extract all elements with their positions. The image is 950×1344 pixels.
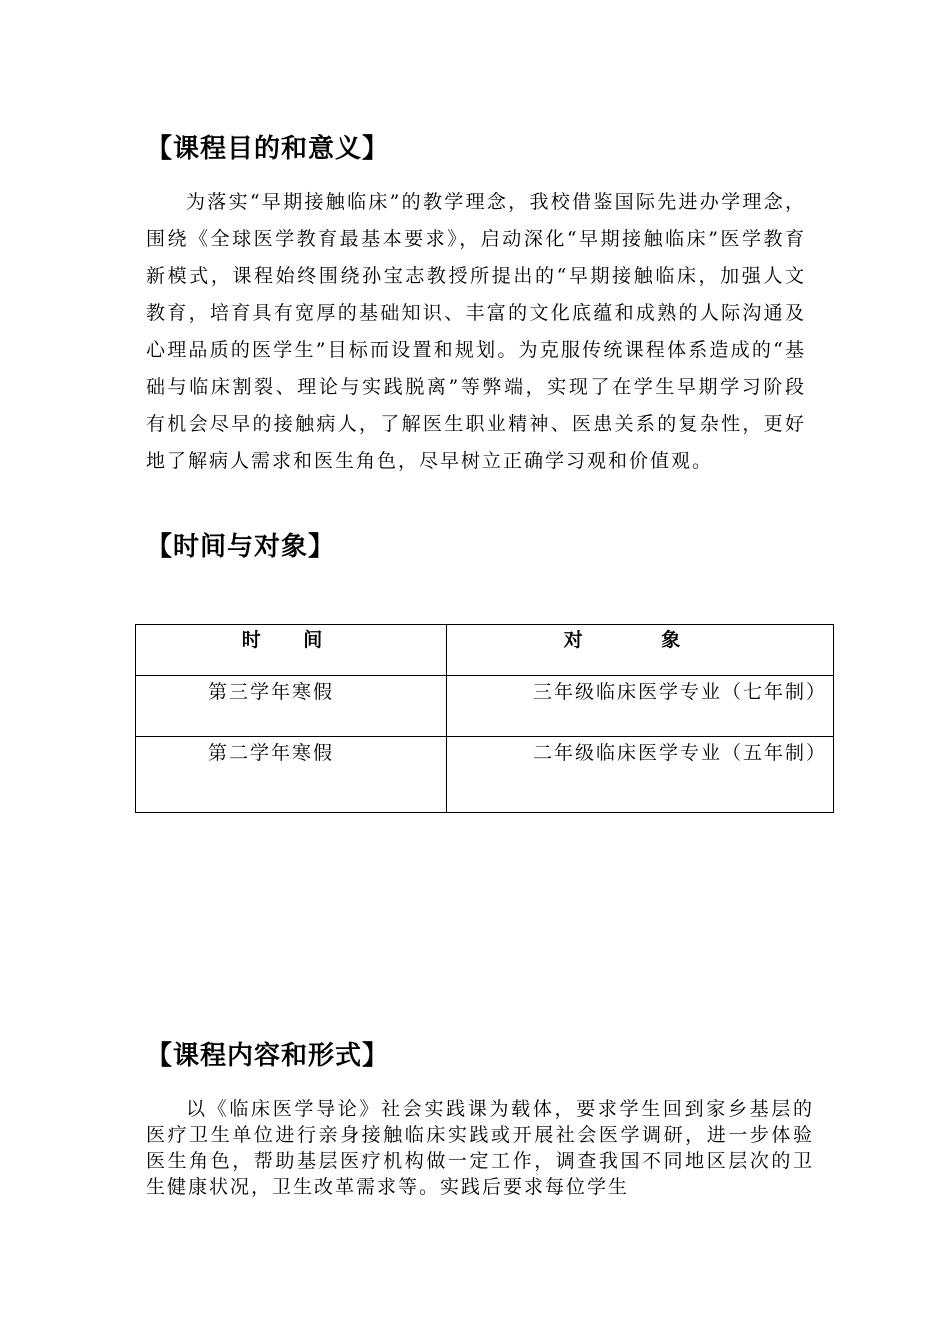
schedule-table bbox=[135, 624, 834, 813]
purpose-paragraph: 为落实“早期接触临床”的教学理念，我校借鉴国际先进办学理念，围绕《全球医学教育最基本要求》，启动深化“早期接触临床”医学教育新模式，课程始终围绕孙宝志教授所提出的“早期接触临床，加强人文教育，培育具有宽厚的基础知识、丰富的文化底蕴和成熟的人际沟通及心理品质的医学生”目标而设置和规划。为克服传统课程体系造成的“基础与临床割裂、理论与实践脱离”等弊端，实现了在学生早期学习阶段有机会尽早的接触病人，了解医生职业精神、医患关系的复杂性，更好地了解病人需求和医生角色，尽早树立正确学习观和价值观。 bbox=[146, 191, 806, 472]
column-header-target: 对 象 bbox=[447, 625, 834, 676]
cell-target: 三年级临床医学专业（七年制） bbox=[447, 676, 834, 737]
section-title-purpose: 【课程目的和意义】 bbox=[146, 134, 390, 164]
table-header-row bbox=[136, 625, 834, 676]
cell-time: 第二学年寒假 bbox=[136, 737, 447, 813]
cell-target: 二年级临床医学专业（五年制） bbox=[447, 737, 834, 813]
content-paragraph: 以《临床医学导论》社会实践课为载体，要求学生回到家乡基层的医疗卫生单位进行亲身接触临床实践或开展社会医学调研，进一步体验医生角色，帮助基层医疗机构做一定工作，调查我国不同地区层次的卫生健康状况，卫生改革需求等。实践后要求每位学生 bbox=[146, 1098, 814, 1198]
cell-time: 第三学年寒假 bbox=[136, 676, 447, 737]
section-title-schedule: 【时间与对象】 bbox=[146, 532, 336, 562]
table-row bbox=[136, 676, 834, 737]
column-header-time: 时 间 bbox=[136, 625, 447, 676]
table-row bbox=[136, 737, 834, 813]
section-title-content: 【课程内容和形式】 bbox=[146, 1041, 390, 1071]
